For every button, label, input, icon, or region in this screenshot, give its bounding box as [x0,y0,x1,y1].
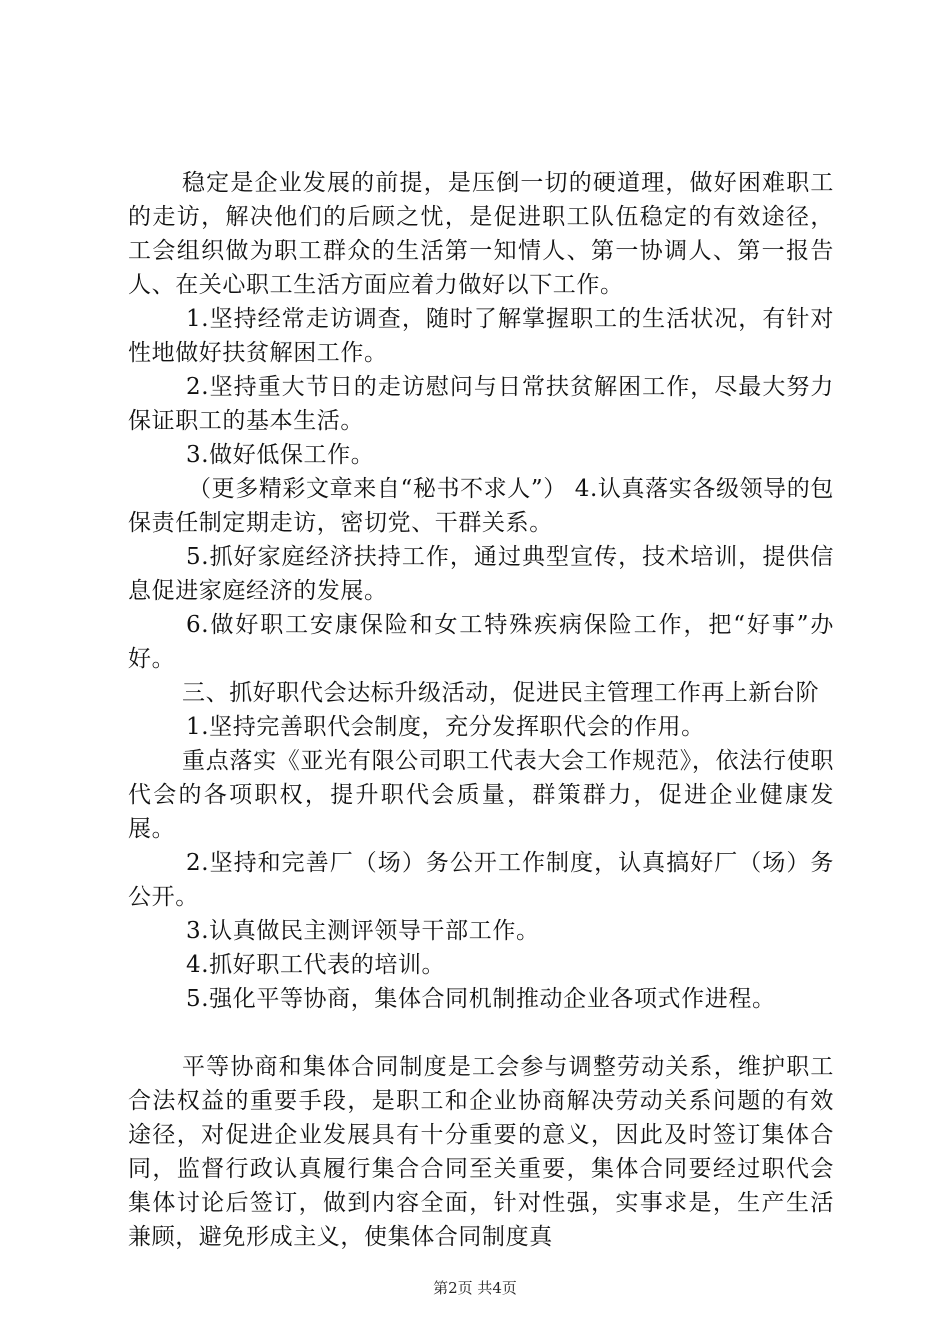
section-heading: 三、抓好职代会达标升级活动，促进民主管理工作再上新台阶 [182,680,820,706]
paragraph: 平等协商和集体合同制度是工会参与调整劳动关系，维护职工合法权益的重要手段，是职工和企业协商解决劳动关系问题的有效途径，对促进企业发展具有十分重要的意义，因此及时签订集体合同，监督行政认真履行集合合同至关重要，集体合同要经过职代会集体讨论后签订，做到内容全面，针对性强，实事求是，生产生活兼顾，避免形成主义，使集体合同制度真 [128,1054,834,1250]
list-item: 2.坚持和完善厂（场）务公开工作制度，认真搞好厂（场）务公开。 [128,850,834,910]
list-item: 1.坚持完善职代会制度，充分发挥职代会的作用。 [186,714,705,740]
page-footer: 第2页 共4页 [433,1279,517,1297]
list-item: 3.认真做民主测评领导干部工作。 [186,918,540,944]
list-item: 6.做好职工安康保险和女工特殊疾病保险工作，把“好事”办好。 [128,612,834,672]
list-item: 5.强化平等协商，集体合同机制推动企业各项式作进程。 [186,986,776,1012]
paragraph-intro: 稳定是企业发展的前提，是压倒一切的硬道理，做好困难职工的走访，解决他们的后顾之忧，是促进职工队伍稳定的有效途径，工会组织做为职工群众的生活第一知情人、第一协调人、第一报告人、在关心职工生活方面应着力做好以下工作。 [128,170,834,298]
list-item: 5.抓好家庭经济扶持工作，通过典型宣传，技术培训，提供信息促进家庭经济的发展。 [128,544,834,604]
list-item: 1.坚持经常走访调查，随时了解掌握职工的生活状况，有针对性地做好扶贫解困工作。 [128,306,834,366]
list-item: 3.做好低保工作。 [186,442,375,468]
document-body [128,166,834,1254]
paragraph-spacer [128,1016,834,1050]
paragraph: 重点落实《亚光有限公司职工代表大会工作规范》，依法行使职代会的各项职权，提升职代会质量，群策群力，促进企业健康发展。 [128,748,834,842]
list-item: 2.坚持重大节日的走访慰问与日常扶贫解困工作，尽最大努力保证职工的基本生活。 [128,374,834,434]
list-item: （更多精彩文章来自“秘书不求人”） 4.认真落实各级领导的包保责任制定期走访，密切党、干群关系。 [128,476,834,536]
list-item: 4.抓好职工代表的培训。 [186,952,446,978]
